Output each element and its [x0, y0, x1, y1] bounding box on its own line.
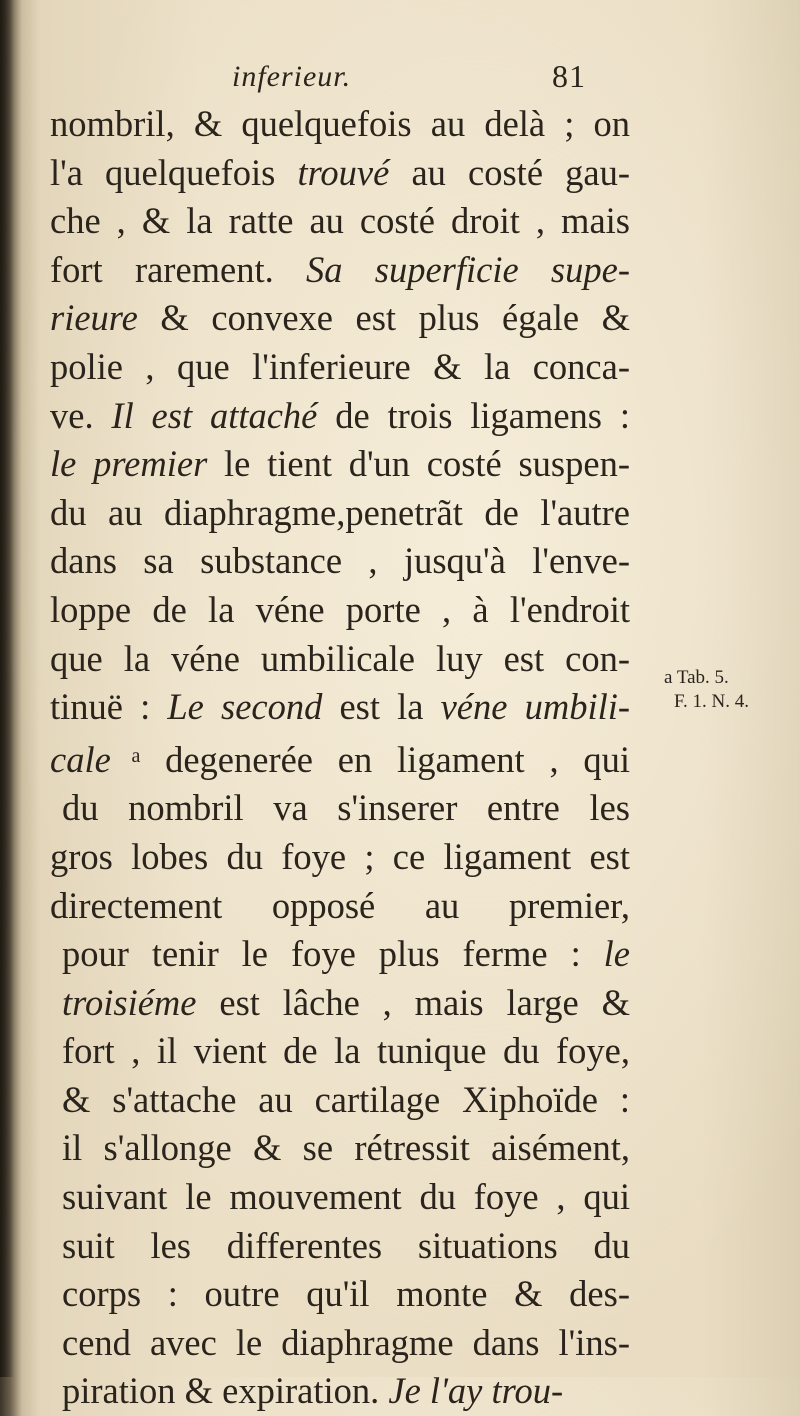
text-segment: che , & la ratte au costé droit , mais [50, 200, 630, 242]
text-segment: Sa superficie supe- [306, 248, 630, 290]
text-segment: de trois ligamens : [317, 394, 630, 436]
text-segment: directement opposé au premier, [50, 884, 630, 926]
text-segment: tinuë : [50, 686, 168, 728]
text-line [50, 732, 630, 785]
text-segment: suivant le mouvement du foye , qui [62, 1176, 630, 1218]
text-line [50, 392, 630, 441]
text-line [50, 784, 630, 833]
text-line [50, 1367, 630, 1416]
text-segment: du nombril va s'inserer entre les [62, 787, 630, 829]
page-number: 81 [552, 58, 586, 94]
text-segment: loppe de la véne porte , à l'endroit [50, 588, 630, 630]
text-segment: degenerée en ligament , qui [140, 738, 630, 780]
text-segment: gros lobes du foye ; ce ligament est [50, 835, 630, 877]
footnote-marker: a [110, 744, 141, 767]
text-segment: au costé gau- [389, 151, 630, 193]
text-segment: ve. [50, 394, 112, 436]
text-line [50, 683, 630, 732]
text-line [50, 197, 630, 246]
text-segment: Je l'ay trou- [388, 1370, 564, 1412]
text-segment: corps : outre qu'il monte & des- [62, 1273, 630, 1315]
margin-note [664, 666, 749, 714]
text-segment: nombril, & quelquefois au delà ; on [50, 103, 630, 144]
spine-shadow [0, 0, 14, 1377]
text-segment: suit les differentes situations du [62, 1224, 630, 1266]
text-segment: dans sa substance , jusqu'à l'enve- [50, 540, 630, 582]
text-line [50, 343, 630, 392]
text-segment: le [603, 933, 630, 975]
body-text [50, 100, 630, 1416]
text-line [50, 149, 630, 198]
text-segment: que la véne umbilicale luy est con- [50, 637, 630, 679]
text-segment: pour tenir le foye plus ferme : [62, 933, 604, 975]
margin-note-line-2: F. 1. N. 4. [674, 691, 750, 712]
text-segment: trouvé [297, 151, 390, 193]
text-segment: & s'attache au cartilage Xiphoïde : [62, 1078, 630, 1120]
text-line [50, 1270, 630, 1319]
text-line [50, 833, 630, 882]
text-line [50, 294, 630, 343]
text-segment: le tient d'un costé suspen- [207, 443, 630, 485]
text-segment: Il est attaché [111, 394, 318, 436]
running-title: inferieur. [232, 60, 352, 93]
text-line [50, 1027, 630, 1076]
text-segment: le premier [50, 443, 208, 485]
text-segment: du au diaphragme,penetrãt de l'autre [50, 491, 630, 533]
text-segment: est lâche , mais large & [196, 981, 630, 1023]
text-line [50, 930, 630, 979]
text-line [50, 635, 630, 684]
text-segment: piration & expiration. [62, 1370, 389, 1412]
text-line [50, 100, 630, 149]
text-segment: & convexe est plus égale & [137, 297, 630, 339]
text-line [50, 979, 630, 1028]
text-segment: véne umbili- [440, 686, 631, 728]
text-segment: l'a quelquefois [50, 151, 298, 193]
text-line [50, 537, 630, 586]
text-segment: fort rarement. [50, 248, 307, 290]
text-segment: cale [50, 738, 111, 780]
text-segment: rieure [50, 297, 138, 339]
text-segment: cend avec le diaphragme dans l'ins- [62, 1321, 630, 1363]
text-line [50, 1222, 630, 1271]
text-line [50, 586, 630, 635]
text-line [50, 1319, 630, 1368]
text-line [50, 882, 630, 931]
text-line [50, 440, 630, 489]
text-line [50, 1173, 630, 1222]
text-line [50, 246, 630, 295]
text-segment: est la [322, 686, 441, 728]
text-segment: polie , que l'inferieure & la conca- [50, 345, 630, 387]
text-segment: Le second [167, 686, 323, 728]
text-segment: fort , il vient de la tunique du foye, [62, 1030, 630, 1072]
text-line [50, 1124, 630, 1173]
text-line [50, 489, 630, 538]
margin-note-line-1: a Tab. 5. [664, 667, 729, 688]
text-segment: troisiéme [62, 981, 197, 1023]
text-line [50, 1076, 630, 1125]
text-segment: il s'allonge & se rétressit aisément, [62, 1127, 630, 1169]
